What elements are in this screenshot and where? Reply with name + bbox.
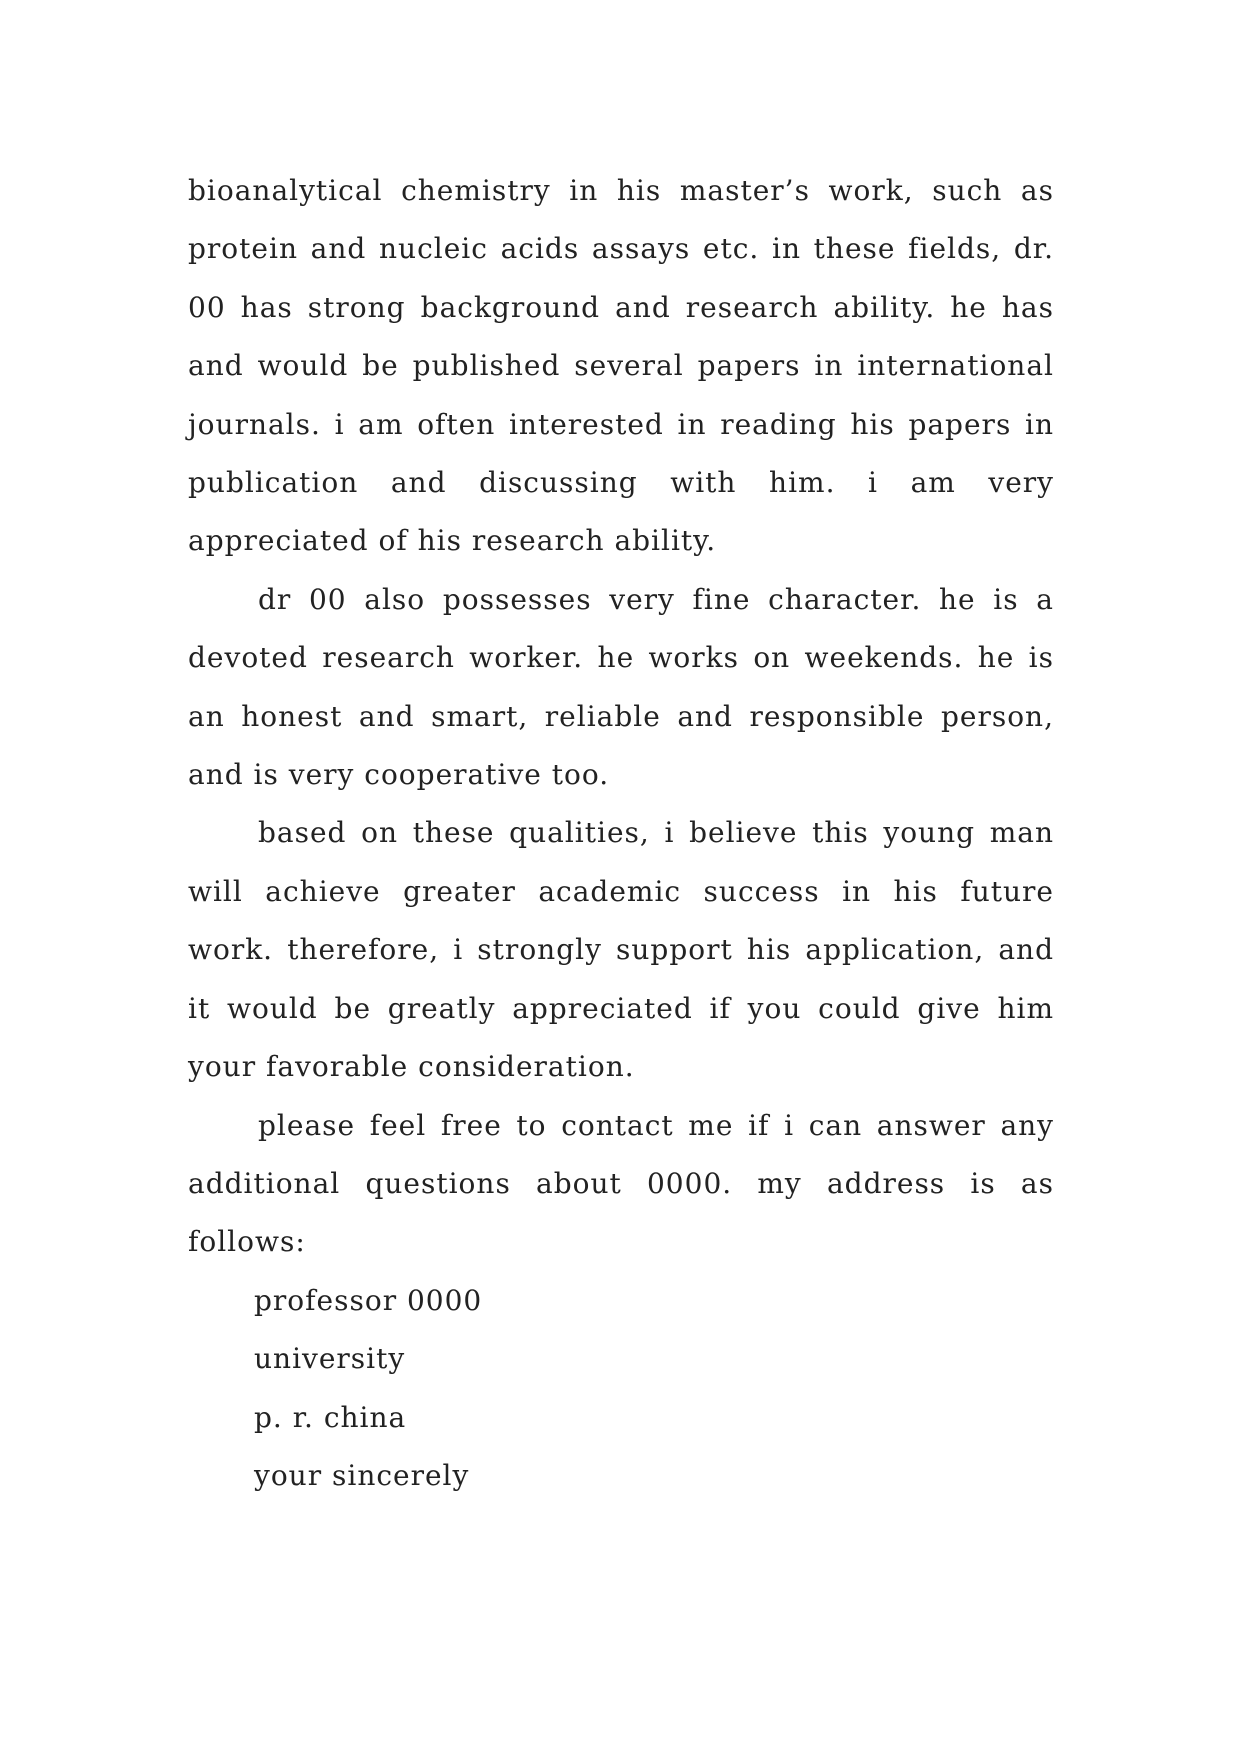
address-line-country: p. r. china (254, 1400, 407, 1434)
paragraph-research-background: bioanalytical chemistry in his master’s work, such as protein and nucleic acids assays etc. in these fields, dr. 00 has strong background and research ability. he has and would be published several papers in international journals. i am often interested in reading his papers in publication and discussing with him. i am very appreciated of his research ability. (188, 174, 1054, 558)
letter-body (188, 162, 1054, 1505)
address-line-institution: university (254, 1342, 406, 1376)
closing-line: your sincerely (254, 1458, 470, 1492)
address-block (188, 1272, 1054, 1506)
address-line-name: professor 0000 (254, 1283, 483, 1317)
paragraph-character: dr 00 also possesses very fine character. he is a devoted research worker. he works on weekends. he is an honest and smart, reliable and responsible person, and is very cooperative too. (188, 582, 1054, 792)
paragraph-recommendation: based on these qualities, i believe this young man will achieve greater academic success in his future work. therefore, i strongly support his application, and it would be greatly appreciated if you could give him your favorable consideration. (188, 816, 1054, 1084)
paragraph-contact: please feel free to contact me if i can answer any additional questions about 0000. my address is as follows: (188, 1108, 1054, 1259)
